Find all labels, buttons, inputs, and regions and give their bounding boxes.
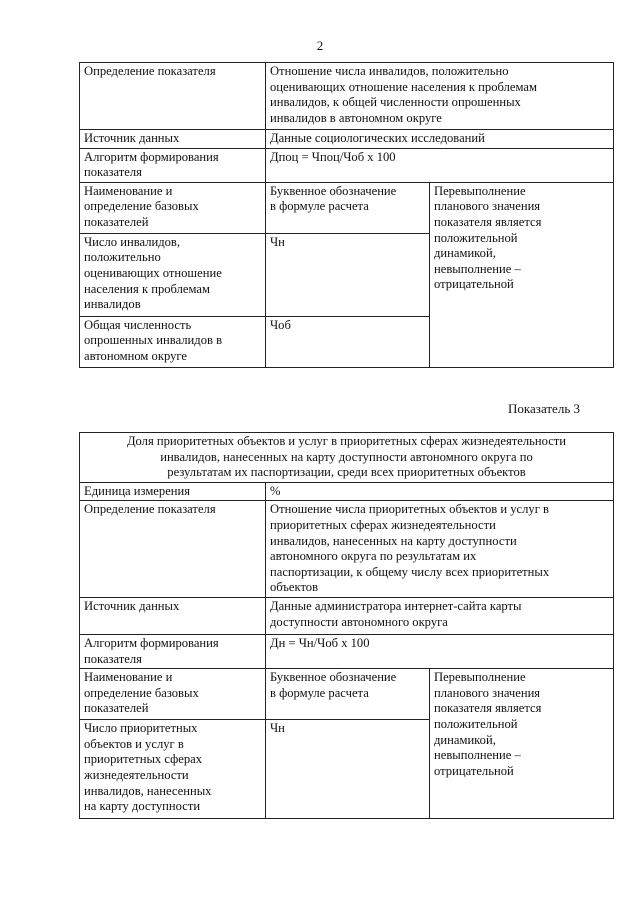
page-number: 2	[316, 38, 324, 53]
table-row	[80, 669, 614, 720]
table-row	[80, 63, 614, 130]
base-row-label: Число приоритетных объектов и услуг в приоритетных сферах жизнедеятельности инвалидов, нанесенных на карту доступности	[80, 720, 266, 819]
indicator-3-label: Показатель 3	[508, 401, 580, 416]
definition-label: Определение показателя	[80, 501, 266, 598]
source-value: Данные администратора интернет-сайта карты доступности автономного округа	[266, 597, 614, 634]
definition-label: Определение показателя	[80, 63, 266, 130]
table-row	[80, 634, 614, 668]
indicator-2-table	[79, 62, 614, 368]
definition-value: Отношение числа приоритетных объектов и услуг в приоритетных сферах жизнедеятельности инвалидов, нанесенных на карту доступности автономного округа по результатам их паспортизации, к общему числу всех приоритетных объектов	[266, 501, 614, 598]
algorithm-label: Алгоритм формирования показателя	[80, 634, 266, 668]
source-label: Источник данных	[80, 597, 266, 634]
evaluation-text: Перевыполнение планового значения показателя является положительной динамикой, невыполнение – отрицательной	[430, 669, 614, 819]
base-row-label: Число инвалидов, положительно оценивающих отношение населения к проблемам инвалидов	[80, 233, 266, 316]
algorithm-formula: Дпоц = Чпоц/Чоб x 100	[266, 148, 614, 182]
definition-value: Отношение числа инвалидов, положительно оценивающих отношение населения к проблемам инвалидов, к общей численности опрошенных инвалидов в автономном округе	[266, 63, 614, 130]
table-row	[80, 130, 614, 149]
base-header-symbol: Буквенное обозначение в формуле расчета	[266, 669, 430, 720]
unit-value: %	[266, 482, 614, 501]
table-row	[80, 482, 614, 501]
evaluation-text: Перевыполнение планового значения показателя является положительной динамикой, невыполнение – отрицательной	[430, 182, 614, 367]
indicator-title: Доля приоритетных объектов и услуг в приоритетных сферах жизнедеятельности инвалидов, нанесенных на карту доступности автономного округа по результатам их паспортизации, среди всех приоритетных объектов	[80, 433, 614, 483]
base-row-label: Общая численность опрошенных инвалидов в автономном округе	[80, 316, 266, 367]
algorithm-label: Алгоритм формирования показателя	[80, 148, 266, 182]
algorithm-formula: Дн = Чн/Чоб x 100	[266, 634, 614, 668]
table-row	[80, 501, 614, 598]
source-value: Данные социологических исследований	[266, 130, 614, 149]
table-row	[80, 597, 614, 634]
base-header-label: Наименование и определение базовых показателей	[80, 182, 266, 233]
base-row-symbol: Чоб	[266, 316, 430, 367]
source-label: Источник данных	[80, 130, 266, 149]
base-row-symbol: Чн	[266, 720, 430, 819]
base-row-symbol: Чн	[266, 233, 430, 316]
table-row	[80, 182, 614, 233]
base-header-symbol: Буквенное обозначение в формуле расчета	[266, 182, 430, 233]
unit-label: Единица измерения	[80, 482, 266, 501]
table-row	[80, 433, 614, 483]
table-row	[80, 148, 614, 182]
indicator-3-table	[79, 432, 614, 819]
base-header-label: Наименование и определение базовых показателей	[80, 669, 266, 720]
